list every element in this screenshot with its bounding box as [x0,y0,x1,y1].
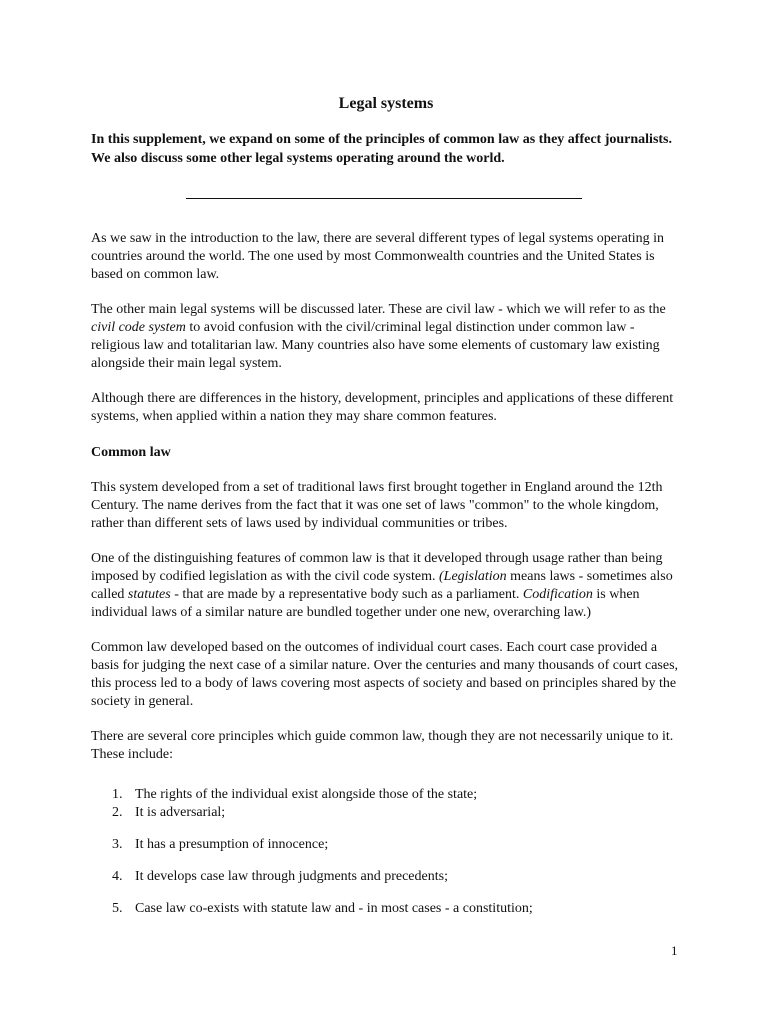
principles-list [91,786,681,918]
page-title: Legal systems [338,95,434,112]
list-item-text: It is adversarial; [135,805,226,820]
paragraph-core-principles: There are several core principles which guide common law, though they are not necessarily unique to it. These include: [91,729,674,762]
paragraph-text: - that are made by a representative body such as a parliament. [170,587,523,602]
paragraph-text: One of the distinguishing features of common law is that it developed through usage rather than being imposed by codified legislation as with the civil code system. [91,551,663,584]
list-number: 2. [112,805,123,820]
paragraph-text: is when individual laws of a similar nature are bundled together under one new, overarching law.) [91,587,640,620]
list-item [91,900,681,918]
horizontal-rule [186,198,582,199]
list-item-text: Case law co-exists with statute law and - in most cases - a constitution; [135,901,533,916]
paragraph-text: to avoid confusion with the civil/criminal legal distinction under common law - religious law and totalitarian law. Many countries also have some elements of customary law existing alongside their main legal system. [91,320,660,371]
list-item [91,804,681,822]
italic-term: statutes [127,587,171,602]
list-number: 1. [112,787,123,802]
list-item [91,786,681,804]
list-item-text: It develops case law through judgments and precedents; [135,869,448,884]
list-item-text: The rights of the individual exist alongside those of the state; [135,787,478,802]
list-number: 3. [112,837,123,852]
italic-term: civil code system [91,320,186,335]
paragraph-common-features: Although there are differences in the history, development, principles and applications of these different systems, when applied within a nation they may share common features. [91,391,674,424]
list-item-text: It has a presumption of innocence; [135,837,329,852]
list-number: 5. [112,901,123,916]
paragraph-court-cases: Common law developed based on the outcomes of individual court cases. Each court case provided a basis for judging the next case of a similar nature. Over the centuries and many thousands of court cases, this process led to a body of laws covering most aspects of society and based on principles shared by the society in general. [91,640,679,709]
list-number: 4. [112,869,123,884]
page-number: 1 [671,943,678,958]
intro-paragraph: In this supplement, we expand on some of the principles of common law as they affect journalists. We also discuss some other legal systems operating around the world. [91,132,672,166]
list-item [91,836,681,854]
paragraph-history: This system developed from a set of traditional laws first brought together in England around the 12th Century. The name derives from the fact that it was one set of laws "common" to the whole kingdom, rather than different sets of laws used by individual communities or tribes. [91,480,663,531]
paragraph-text: The other main legal systems will be discussed later. These are civil law - which we will refer to as the [91,302,666,317]
italic-term: (Legislation [439,569,507,584]
paragraph-types-of-legal-systems: As we saw in the introduction to the law, there are several different types of legal systems operating in countries around the world. The one used by most Commonwealth countries and the United States is based on common law. [91,231,665,282]
list-item [91,868,681,886]
section-heading-common-law: Common law [91,445,171,460]
page-content [91,94,681,918]
italic-term: Codification [522,587,593,602]
paragraph-distinguishing-features [91,550,681,622]
paragraph-text: means laws - sometimes also called [91,569,673,602]
paragraph-other-legal-systems [91,301,681,373]
